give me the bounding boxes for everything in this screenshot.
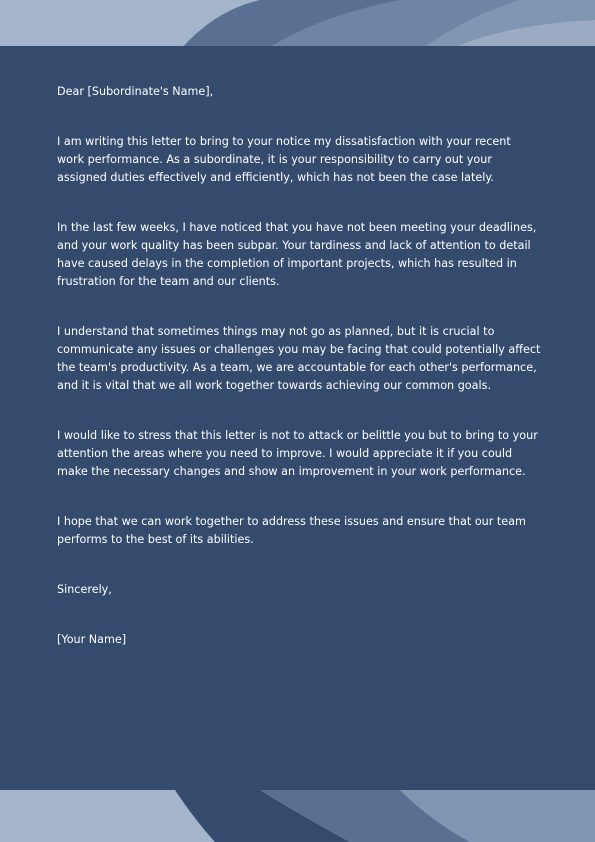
letter-body xyxy=(57,83,541,681)
bottom-wave-graphic xyxy=(0,790,595,842)
top-decorative-band xyxy=(0,0,595,50)
letter-closing: Sincerely, xyxy=(57,583,112,596)
letter-paragraph-4: I would like to stress that this letter is not to attack or belittle you but to bring to your attention the areas where you need to improve. I would appreciate it if you could make the necessary changes and show an improvement in your work performance. xyxy=(57,429,538,478)
bottom-decorative-band xyxy=(0,790,595,842)
letter-greeting: Dear [Subordinate's Name], xyxy=(57,85,214,98)
top-wave-graphic xyxy=(0,0,595,50)
letter-page xyxy=(0,46,595,792)
letter-paragraph-2: In the last few weeks, I have noticed that you have not been meeting your deadlines, and your work quality has been subpar. Your tardiness and lack of attention to detail have caused delays in the completion of important projects, which has resulted in frustration for the team and our clients. xyxy=(57,221,537,288)
letter-paragraph-5: I hope that we can work together to address these issues and ensure that our team performs to the best of its abilities. xyxy=(57,515,526,546)
letter-paragraph-3: I understand that sometimes things may not go as planned, but it is crucial to communicate any issues or challenges you may be facing that could potentially affect the team's productivity. As a team, we are accountable for each other's performance, and it is vital that we all work together towards achieving our common goals. xyxy=(57,325,541,392)
letter-signature: [Your Name] xyxy=(57,633,127,646)
letter-paragraph-1: I am writing this letter to bring to your notice my dissatisfaction with your recent work performance. As a subordinate, it is your responsibility to carry out your assigned duties effectively and efficiently, which has not been the case lately. xyxy=(57,135,511,184)
